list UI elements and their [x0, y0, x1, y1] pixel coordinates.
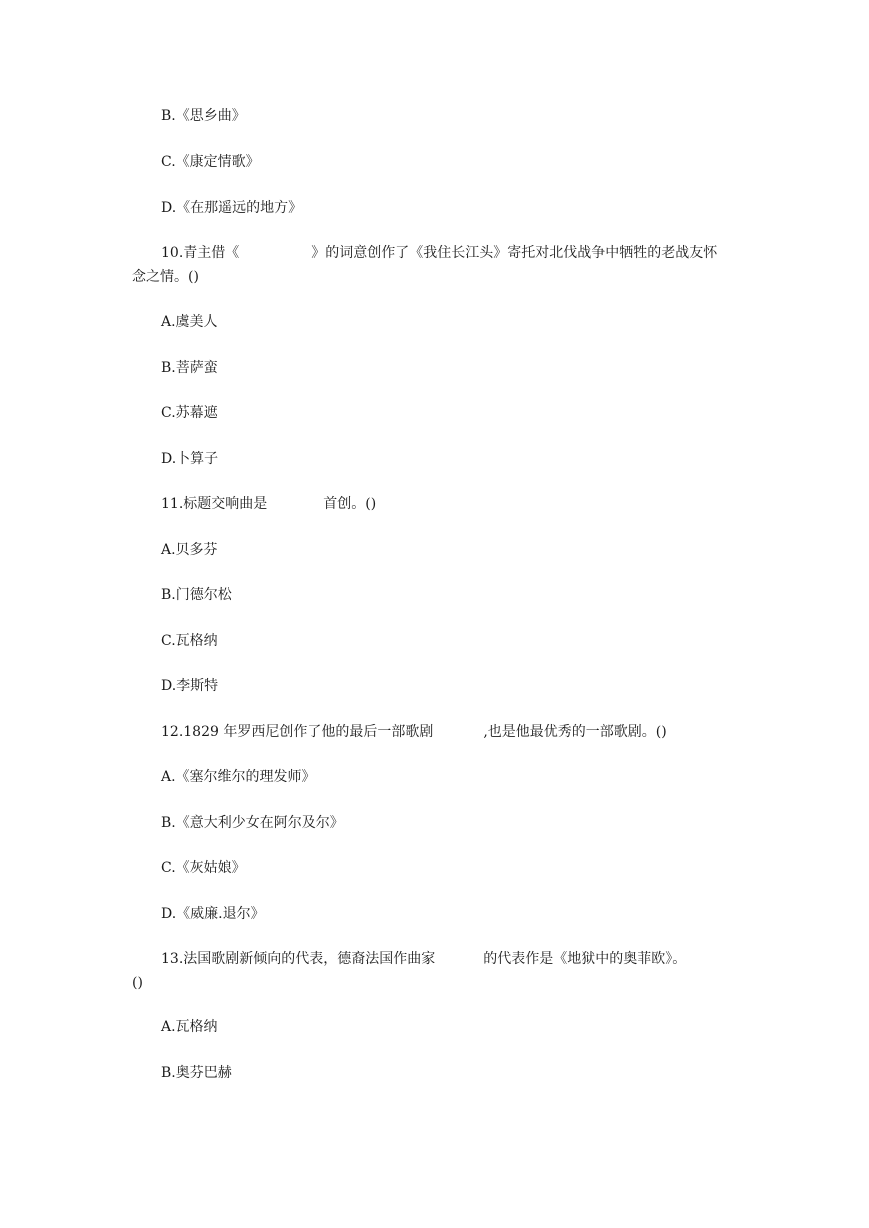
option-12c: C.《灰姑娘》 — [161, 860, 246, 876]
question-text: ,也是他最优秀的一部歌剧。() — [483, 724, 667, 740]
option-10b: B.菩萨蛮 — [161, 360, 218, 376]
question-text: 标题交响曲是 — [183, 496, 268, 512]
question-text: 首创。() — [323, 496, 377, 512]
option-11a: A.贝多芬 — [161, 542, 218, 558]
question-13-continuation: () — [132, 975, 143, 991]
option-9d: D.《在那遥远的地方》 — [161, 200, 303, 216]
option-9b: B.《思乡曲》 — [161, 108, 246, 124]
option-13a: A.瓦格纳 — [161, 1019, 218, 1035]
question-13 — [161, 949, 686, 969]
option-11c: C.瓦格纳 — [161, 633, 218, 649]
question-text: 的代表作是《地狱中的奥菲欧》。 — [483, 951, 687, 967]
option-11d: D.李斯特 — [161, 678, 219, 694]
option-10c: C.苏幕遮 — [161, 405, 218, 421]
question-text: 1829 年罗西尼创作了他的最后一部歌剧 — [183, 724, 434, 740]
option-10a: A.虞美人 — [161, 314, 218, 330]
question-10-continuation: 念之情。() — [132, 269, 199, 285]
question-text: 》的词意创作了《我住长江头》寄托对北伐战争中牺牲的老战友怀 — [311, 245, 718, 261]
option-9c: C.《康定情歌》 — [161, 154, 260, 170]
question-number: 12. — [161, 724, 184, 740]
question-text: 青主借《 — [183, 245, 240, 261]
option-12a: A.《塞尔维尔的理发师》 — [161, 769, 316, 785]
question-12 — [161, 722, 667, 742]
option-11b: B.门德尔松 — [161, 587, 232, 603]
question-11 — [161, 494, 376, 514]
question-number: 10. — [161, 245, 184, 261]
question-number: 11. — [161, 496, 184, 512]
option-10d: D.卜算子 — [161, 451, 219, 467]
question-10 — [161, 243, 717, 263]
option-12b: B.《意大利少女在阿尔及尔》 — [161, 815, 344, 831]
question-number: 13. — [161, 951, 184, 967]
question-text: 法国歌剧新倾向的代表，德裔法国作曲家 — [183, 951, 436, 967]
option-12d: D.《威廉.退尔》 — [161, 906, 265, 922]
option-13b: B.奥芬巴赫 — [161, 1065, 232, 1081]
